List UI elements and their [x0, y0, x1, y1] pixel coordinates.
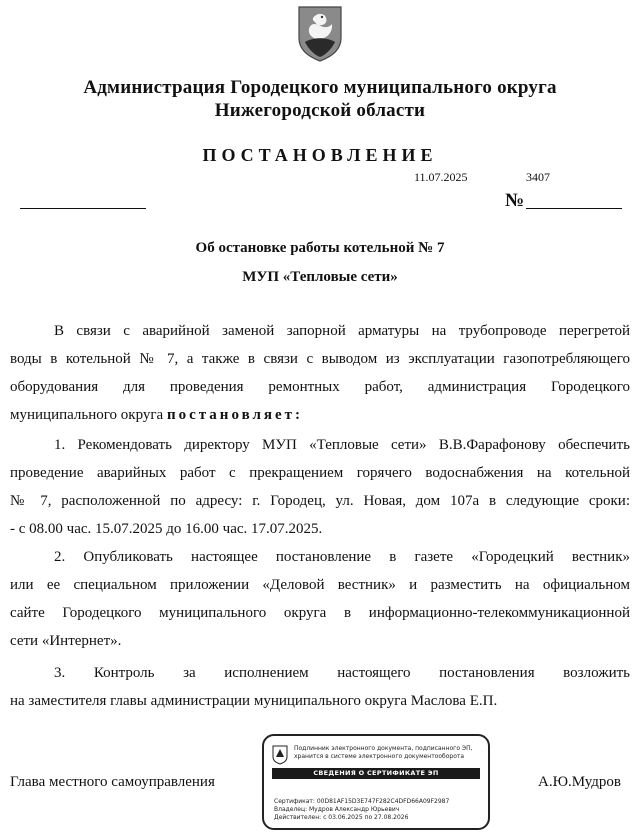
certificate-validity: Действителен: с 03.06.2025 по 27.08.2026 [274, 814, 409, 821]
organization-line-1: Администрация Городецкого муниципального округа [83, 77, 557, 98]
document-subject [0, 234, 640, 292]
text-line: В связи с аварийной заменой запорной арматуры на трубопроводе перегретой [54, 323, 630, 339]
number-underline [526, 208, 622, 209]
coat-of-arms-icon [295, 4, 345, 62]
e-signature-stamp [262, 734, 490, 830]
item-3 [10, 659, 630, 715]
organization-line-2: Нижегородской области [214, 100, 426, 121]
text-line: № 7, расположенной по адресу: г. Городец, ул. Новая, дом 107а в следующие сроки: [10, 493, 630, 509]
signatory-position: Глава местного самоуправления [10, 774, 215, 790]
stamp-line-1: Подлинник электронного документа, подписанного ЭП, [294, 745, 473, 752]
region-emblem-icon [272, 745, 288, 765]
text-line: сети «Интернет». [10, 633, 122, 649]
certificate-id: Сертификат: 00D81AF15D3E747F282C4DFD66A09F2987 [274, 798, 450, 805]
number-sign: № [505, 190, 525, 211]
text-line: 2. Опубликовать настоящее постановление в газете «Городецкий вестник» [54, 549, 630, 565]
item-1 [10, 431, 630, 543]
item-2 [10, 543, 630, 655]
text-line: 1. Рекомендовать директору МУП «Тепловые сети» В.В.Фарафонову обеспечить [54, 437, 630, 453]
subject-line-1: Об остановке работы котельной № 7 [195, 240, 445, 256]
stamp-line-2: хранится в системе электронного документооборота [294, 753, 465, 760]
text-line [10, 401, 630, 429]
text-line: воды в котельной № 7, а также в связи с выводом из эксплуатации газопотребляющего [10, 351, 630, 367]
document-number: 3407 [526, 170, 550, 184]
text-line: сайте Городецкого муниципального округа в информационно-телекоммуникационной [10, 605, 630, 621]
text-line: оборудования для проведения ремонтных работ, администрация Городецкого [10, 379, 630, 395]
subject-line-2: МУП «Тепловые сети» [242, 269, 398, 285]
signatory-name: А.Ю.Мудров [538, 774, 621, 790]
text-line: - с 08.00 час. 15.07.2025 до 16.00 час. 17.07.2025. [10, 521, 323, 537]
date-underline [20, 208, 146, 209]
text-line: 3. Контроль за исполнением настоящего постановления возложить [54, 665, 630, 681]
resolve-word: постановляет: [166, 407, 304, 423]
preamble-paragraph [10, 317, 630, 429]
text-line: на заместителя главы администрации муниципального округа Маслова Е.П. [10, 693, 498, 709]
certificate-owner: Владелец: Мудров Александр Юрьевич [274, 806, 400, 813]
document-type: ПОСТАНОВЛЕНИЕ [202, 145, 438, 165]
organization-title [0, 76, 640, 122]
text-line: или ее специальном приложении «Деловой вестник» и разместить на официальном [10, 577, 630, 593]
document-date: 11.07.2025 [414, 170, 468, 184]
stamp-header-bar: СВЕДЕНИЯ О СЕРТИФИКАТЕ ЭП [272, 768, 480, 779]
text-fragment: муниципального округа [10, 407, 164, 423]
text-line: проведение аварийных работ с прекращением горячего водоснабжения на котельной [10, 465, 630, 481]
